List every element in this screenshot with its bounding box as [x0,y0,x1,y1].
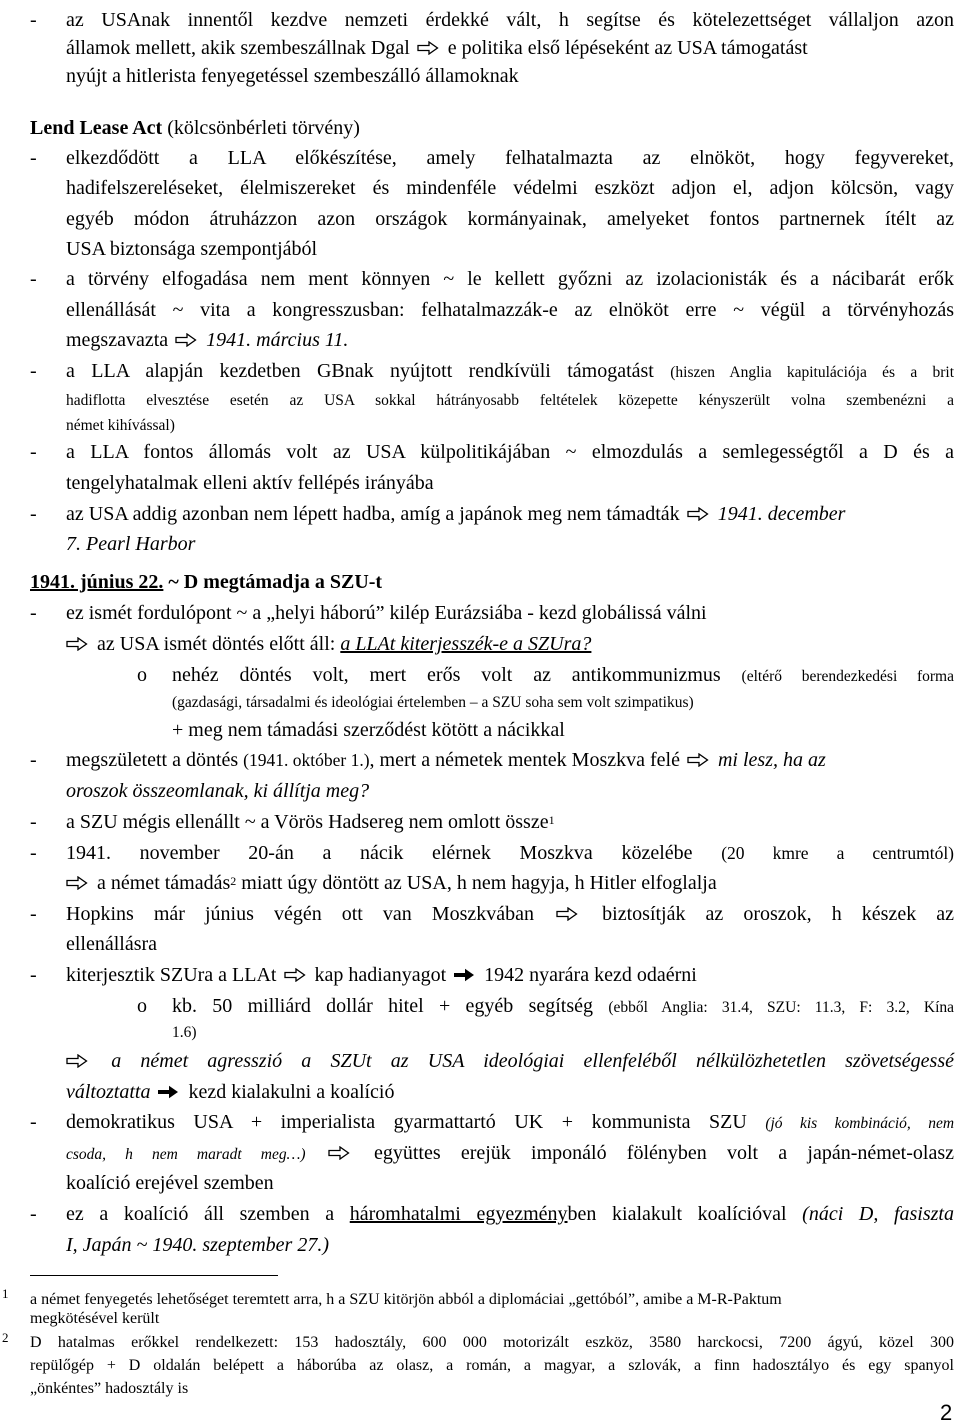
footnote-separator [30,1275,278,1276]
text-line [0,629,960,659]
sub-bullet: o [137,995,147,1017]
list-item-text: Hopkins már június végén ott van Moszkvában [66,903,535,925]
sub-item-text: nehéz döntés volt, mert erős volt az antikommunizmus [172,664,721,686]
text-line [0,1168,960,1198]
text-line [0,33,960,63]
section-heading [0,567,960,597]
aside-text: (jó kis kombináció, nem [765,1115,955,1132]
text-span: kezd kialakulni a koalíció [188,1081,395,1103]
text-line [0,5,960,35]
text-line [0,295,960,325]
list-dash: - [30,749,37,771]
text-line [0,499,960,529]
date-span: 7. Pearl Harbor [66,533,196,555]
footnote-ref[interactable]: 2 [230,874,237,888]
text-line [0,598,960,628]
aside-text: német kihívással) [66,417,175,434]
hollow-right-arrow-icon [556,907,578,921]
hollow-right-arrow-icon [284,968,306,982]
aside-text: hadiflotta elvesztése esetén az USA sokkal hátrányosabb feltételek közepette kényszerült volna szembenézni a [66,392,954,409]
text-span: ellenállásra [66,933,158,955]
text-line [0,61,960,91]
list-dash: - [30,268,37,290]
text-span: a német támadás [97,872,231,894]
text-line [0,1199,960,1229]
text-line [0,838,960,868]
text-line [0,1018,960,1048]
text-line [0,929,960,959]
list-dash: - [30,964,37,986]
hollow-right-arrow-icon [66,637,88,651]
text-line [0,715,960,745]
list-dash: - [30,147,37,169]
heading-title: Lend Lease Act [30,117,163,139]
aside-text: csoda, h nem maradt meg…) [66,1146,306,1163]
hollow-right-arrow-icon [687,507,709,521]
text-span: ellenállását ~ vita a kongresszusban: felhatalmazzák-e az elnököt erre ~ végül a törvényhozás [66,299,954,321]
list-item-text: ez ismét fordulópont ~ a „helyi háború” kilép Eurázsiába - kezd globálissá válni [66,602,707,624]
text-span: megszavazta [66,329,169,351]
list-item-text: a SZU mégis ellenállt ~ a Vörös Hadsereg nem omlott össze [66,811,549,833]
text-line [0,868,960,898]
date-span: 1941. március 11. [206,329,349,351]
text-span: hadifelszereléseket, élelmiszereket és mindenféle védelmi eszközt adjon el, adjon kölcsön, vagy [66,177,954,199]
question-span: mi lesz, ha az [717,749,826,771]
hollow-right-arrow-icon [328,1146,350,1160]
text-span: az USA ismét döntés előtt áll: [97,633,336,655]
text-line [0,143,960,173]
date-span: 1941. december [717,503,846,525]
conclusion-text: a német agresszió a SZUt az USA ideológiai ellenfeléből nélkülözhetetlen szövetségessé [111,1050,954,1072]
list-dash: - [30,9,37,31]
text-span: egyéb módon átruházzon azon országok kormányainak, amelyeket fontos partnernek ítélt az [66,208,954,230]
list-item-text: 1941. november 20-án a nácik elérnek Moszkva közelébe [66,842,693,864]
page-number: 2 [940,1400,953,1425]
list-dash: - [30,842,37,864]
aside-text: (náci D, fasiszta [802,1203,954,1225]
aside-text: 1.6) [172,1024,197,1041]
text-line [0,529,960,559]
date-span: (1941. október 1.) [243,750,370,770]
text-line [0,660,960,690]
text-span: USA biztonsága szempontjából [66,238,318,260]
text-line [0,234,960,264]
text-span: tengelyhatalmak elleni aktív fellépés irányába [66,472,434,494]
sub-bullet: o [137,664,147,686]
text-line [0,264,960,294]
text-span: e politika első lépéseként az USA támogatást [447,37,808,59]
list-dash: - [30,503,37,525]
hollow-right-arrow-icon [417,41,439,55]
list-dash: - [30,360,37,382]
text-line [0,1046,960,1076]
text-line [0,991,960,1021]
aside-text: (eltérő berendezkedési forma [741,668,954,685]
bold-right-arrow-icon [157,1085,179,1099]
footnote-text: „önkéntes” hadosztály is [30,1380,189,1397]
footnote-text: megkötésével került [30,1310,160,1327]
text-line [0,204,960,234]
footnote-number: 1 [2,1286,9,1301]
text-line [0,688,960,718]
list-dash: - [30,903,37,925]
text-span: miatt úgy döntött az USA, h nem hagyja, h Hitler elfoglalja [241,872,717,894]
text-line [0,356,960,386]
text-span: ben kialakult koalícióval [567,1203,787,1225]
text-line [0,468,960,498]
footnote-ref[interactable]: 1 [548,813,555,827]
list-item-text: az USAnak innentől kezdve nemzeti érdekké vált, h segítse és kötelezettséget vállaljon azon [66,9,954,31]
footnote-number: 2 [2,1330,9,1345]
list-dash: - [30,1203,37,1225]
list-item-text: az USA addig azonban nem lépett hadba, amíg a japánok meg nem támadták [66,503,680,525]
hollow-right-arrow-icon [66,876,88,890]
heading-subtitle: (kölcsönbérleti törvény) [167,117,360,139]
section-heading [0,113,960,143]
text-line [0,1107,960,1137]
list-item-text: megszületett a döntés [66,749,239,771]
question-span: oroszok összeomlanak, ki állítja meg? [66,780,370,802]
conclusion-text: változtatta [66,1081,151,1103]
hollow-right-arrow-icon [175,333,197,347]
list-dash: - [30,441,37,463]
heading-date: 1941. június 22. [30,571,164,593]
text-line [0,960,960,990]
text-span: államok mellett, akik szembeszállnak Dgal [66,37,410,59]
hollow-right-arrow-icon [687,753,709,767]
aside-text: (ebből Anglia: 31.4, SZU: 11.3, F: 3.2, Kína [608,999,955,1016]
text-span: biztosítják az oroszok, h készek az [602,903,955,925]
text-span: koalíció erejével szemben [66,1172,274,1194]
text-span: kap hadianyagot [314,964,447,986]
underlined-term: háromhatalmi egyezmény [349,1203,568,1225]
list-item-text: elkezdődött a LLA előkészítése, amely felhatalmazta az elnököt, hogy fegyvereket, [66,147,954,169]
text-line [0,1077,960,1107]
text-span: nyújt a hitlerista fenyegetéssel szembeszálló államoknak [66,65,519,87]
heading-title: ~ D megtámadja a SZU-t [168,571,383,593]
question-span: a LLAt kiterjesszék-e a SZUra? [340,633,592,655]
aside-text: (hiszen Anglia kapitulációja és a brit [670,364,955,381]
list-item-text: a LLA fontos állomás volt az USA külpolitikájában ~ elmozdulás a semlegességtől a D és a [66,441,954,463]
aside-text: (20 kmre a centrumtól) [721,843,955,863]
list-dash: - [30,602,37,624]
footnote-text: D hatalmas erőkkel rendelkezett: 153 hadosztály, 600 000 motorizált eszköz, 3580 harckocsi, 7200 ágyú, közel 300 [30,1334,954,1351]
text-line [0,899,960,929]
text-span: együttes erejük imponáló fölényben volt a japán-német-olasz [373,1142,954,1164]
aside-text: (gazdasági, társadalmi és ideológiai értelemben – a SZU soha sem volt szimpatikus) [172,694,694,711]
hollow-right-arrow-icon [66,1054,88,1068]
bold-right-arrow-icon [453,968,475,982]
text-line [0,807,960,837]
text-span: 1942 nyarára kezd odaérni [484,964,697,986]
list-item-text: kiterjesztik SZUra a LLAt [66,964,277,986]
text-line [0,1138,960,1168]
list-item-text: a LLA alapján kezdetben GBnak nyújtott rendkívüli támogatást [66,360,654,382]
text-line [0,173,960,203]
footnote-text: repülőgép + D oldalán belépett a háborúba az olasz, a román, a magyar, a szlovák, a finn hadosztályo és egy spanyol [30,1357,954,1374]
list-dash: - [30,811,37,833]
text-span: + meg nem támadási szerződést kötött a nácikkal [172,719,565,741]
text-line [0,437,960,467]
text-line [0,325,960,355]
text-line [0,745,960,775]
footnote-text: a német fenyegetés lehetőséget teremtett arra, h a SZU kitörjön abból a diplomáciai „gettóból”, amibe a M-R-Paktum [30,1291,782,1308]
text-line [0,776,960,806]
sub-item-text: kb. 50 milliárd dollár hitel + egyéb segítség [172,995,594,1017]
list-item-text: ez a koalíció áll szemben a [66,1203,335,1225]
list-dash: - [30,1111,37,1133]
list-item-text: a törvény elfogadása nem ment könnyen ~ le kellett győzni az izolacionisták és a nácibarát erők [66,268,954,290]
text-span: , mert a németek mentek Moszkva felé [369,749,680,771]
list-item-text: demokratikus USA + imperialista gyarmattartó UK + kommunista SZU [66,1111,747,1133]
text-line [0,1230,960,1260]
aside-text: I, Japán ~ 1940. szeptember 27.) [66,1234,329,1256]
